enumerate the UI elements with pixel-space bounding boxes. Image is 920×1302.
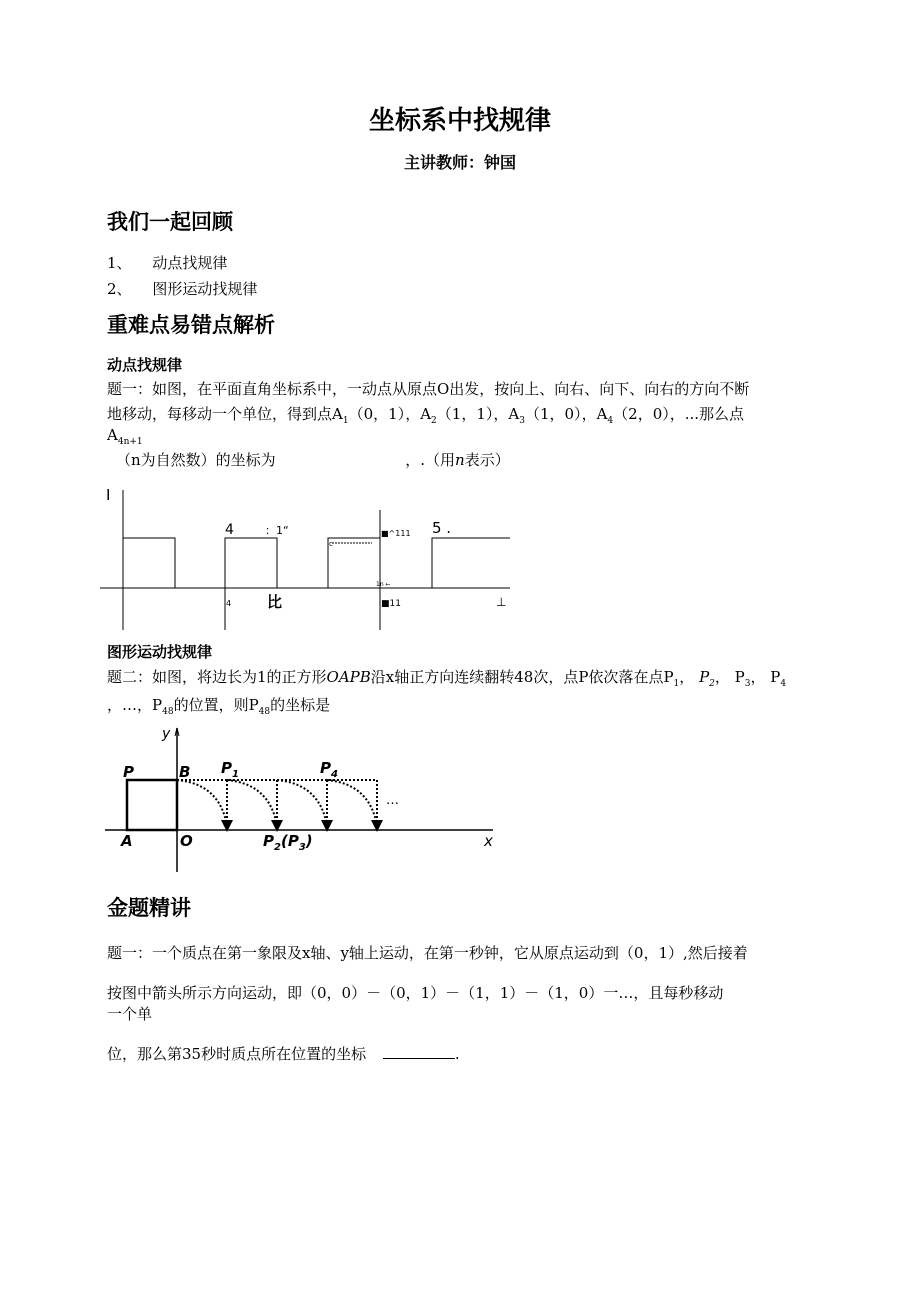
fig2-label-a: A bbox=[121, 832, 133, 850]
gold-line4 bbox=[107, 1043, 460, 1064]
q2-prefix: 题二：如图，将边长为1的正方形 bbox=[107, 668, 327, 686]
q2-line1: 题二：如图，将边长为1的正方形OAPB沿x轴正方向连续翻转48次，点P依次落在点$P_1$， $P_2$， $P_3$， $P_4$ bbox=[107, 668, 787, 689]
q2-mid: 沿x轴正方向连续翻转48次，点P依次落在点 bbox=[370, 668, 664, 686]
fig1-path-segment bbox=[123, 538, 175, 588]
q1-line3-a: （n为自然数）的坐标为 bbox=[116, 451, 276, 469]
fig2-arc bbox=[177, 780, 227, 826]
q2-line2 bbox=[107, 694, 330, 717]
gold-line4-text: 位，那么第35秒时质点所在位置的坐标 bbox=[107, 1045, 367, 1063]
teacher-line: 主讲教师：钟国 bbox=[403, 153, 516, 172]
q1-line3-b: ，.（用 bbox=[405, 451, 456, 469]
point-a2: $A_2(1$，1） bbox=[420, 405, 494, 426]
fig1-y-label: I bbox=[106, 486, 111, 504]
fig2-label-p1: $P_1$ bbox=[221, 759, 239, 780]
q2-line2-b: 的位置，则 bbox=[173, 696, 249, 714]
analysis-heading: 重难点易错点解析 bbox=[107, 313, 275, 337]
fig1-tiny-label: 1n ← bbox=[376, 581, 391, 588]
q2-line2-c: 的坐标是 bbox=[270, 696, 331, 714]
fig2-label-o: O bbox=[180, 832, 193, 850]
fig1-mark-top: ■^111 bbox=[381, 529, 411, 538]
fig2-square bbox=[127, 780, 177, 830]
answer-blank[interactable] bbox=[383, 1044, 455, 1059]
q1-line3-c: 表示） bbox=[464, 451, 510, 469]
fig2-label-b: B bbox=[179, 763, 191, 781]
q1-line3-n: n bbox=[455, 451, 465, 469]
point-a1: $A_1(0$，1） bbox=[332, 405, 406, 426]
figure-moving-point bbox=[100, 480, 520, 635]
fig1-label-c: c bbox=[329, 540, 333, 548]
q2-p3: $P_3$ bbox=[734, 668, 751, 689]
fig1-label-bottom4: 4 bbox=[226, 599, 232, 608]
fig2-x-label: x bbox=[484, 832, 493, 850]
gold-line4-end: . bbox=[454, 1045, 460, 1063]
fig2-ellipsis: … bbox=[386, 793, 399, 808]
q2-p48-again: $P_{48}$ bbox=[248, 696, 271, 717]
review-item-num: 1、 bbox=[107, 254, 132, 272]
gold-line1: 题一：一个质点在第一象限及x轴、y轴上运动，在第一秒钟，它从原点运动到（0，1）,然后接着 bbox=[107, 944, 748, 962]
fig1-path-segment bbox=[432, 538, 510, 588]
q1-line2-prefix: 地移动，每移动一个单位，得到点 bbox=[107, 405, 333, 423]
point-a3: $A_3(1$，0） bbox=[508, 405, 582, 426]
fig1-perp: ⊥ bbox=[496, 595, 507, 609]
q2-p1: $P_1$ bbox=[663, 668, 680, 689]
fig2-label-p2p3: $P_2(P_3)$ bbox=[263, 832, 313, 853]
fig2-label-p: P bbox=[123, 763, 134, 781]
gold-heading: 金题精讲 bbox=[107, 896, 191, 920]
fig1-path-segment bbox=[328, 538, 380, 588]
fig1-path-segment bbox=[225, 538, 277, 588]
q1-target-point: $A_{4n+1}$ bbox=[107, 426, 143, 447]
subheading-shape-motion: 图形运动找规律 bbox=[107, 643, 213, 661]
figure-square-flip bbox=[100, 722, 510, 880]
q1-line2-suffix: ，...那么点 bbox=[669, 405, 745, 423]
fig2-label-p4: $P_4$ bbox=[320, 759, 338, 780]
fig1-label-4: 4 bbox=[225, 522, 234, 538]
q2-p48: $P_{48}$ bbox=[152, 696, 174, 717]
review-item-2 bbox=[107, 278, 257, 299]
review-heading: 我们一起回顾 bbox=[107, 210, 233, 234]
subheading-moving-point: 动点找规律 bbox=[107, 356, 183, 374]
fig1-label-bi: 比 bbox=[267, 593, 283, 611]
review-item-1 bbox=[107, 252, 227, 273]
q1-line3 bbox=[116, 449, 510, 470]
q2-p2: $P_2$ bbox=[699, 668, 715, 689]
fig1-label-5: 5 . bbox=[432, 519, 452, 537]
q2-p4: $P_4$ bbox=[770, 668, 787, 689]
page-title: 坐标系中找规律 bbox=[368, 106, 551, 136]
fig1-mark-bottom: ■11 bbox=[381, 599, 401, 609]
fig2-arc bbox=[227, 780, 277, 826]
gold-line2: 按图中箭头所示方向运动，即（0，0）－（0，1）－（1，1）－（1，0）一…，且每秒移动 bbox=[107, 984, 724, 1002]
gold-line3: 一个单 bbox=[107, 1005, 153, 1023]
fig2-arc bbox=[277, 780, 327, 826]
fig1-label-colon: ：1“ bbox=[265, 524, 289, 537]
fig2-y-label: y bbox=[162, 726, 171, 742]
review-item-text: 图形运动找规律 bbox=[152, 280, 258, 298]
fig2-arc bbox=[327, 780, 377, 826]
q2-line2-a: ，…， bbox=[107, 696, 153, 714]
q1-line2: 地移动，每移动一个单位，得到点$A_1(0$，1），$A_2(1$，1），$A_3(1$，0），$A_4(2$，0），...那么点 bbox=[107, 405, 745, 426]
review-item-text: 动点找规律 bbox=[152, 254, 228, 272]
q1-line1: 题一：如图，在平面直角坐标系中，一动点从原点O出发，按向上、向右、向下、向右的方向不断 bbox=[107, 380, 750, 398]
q2-shape-name: OAPB bbox=[326, 668, 371, 686]
review-item-num: 2、 bbox=[107, 280, 132, 298]
point-a4: $A_4(2$，0） bbox=[596, 405, 670, 426]
